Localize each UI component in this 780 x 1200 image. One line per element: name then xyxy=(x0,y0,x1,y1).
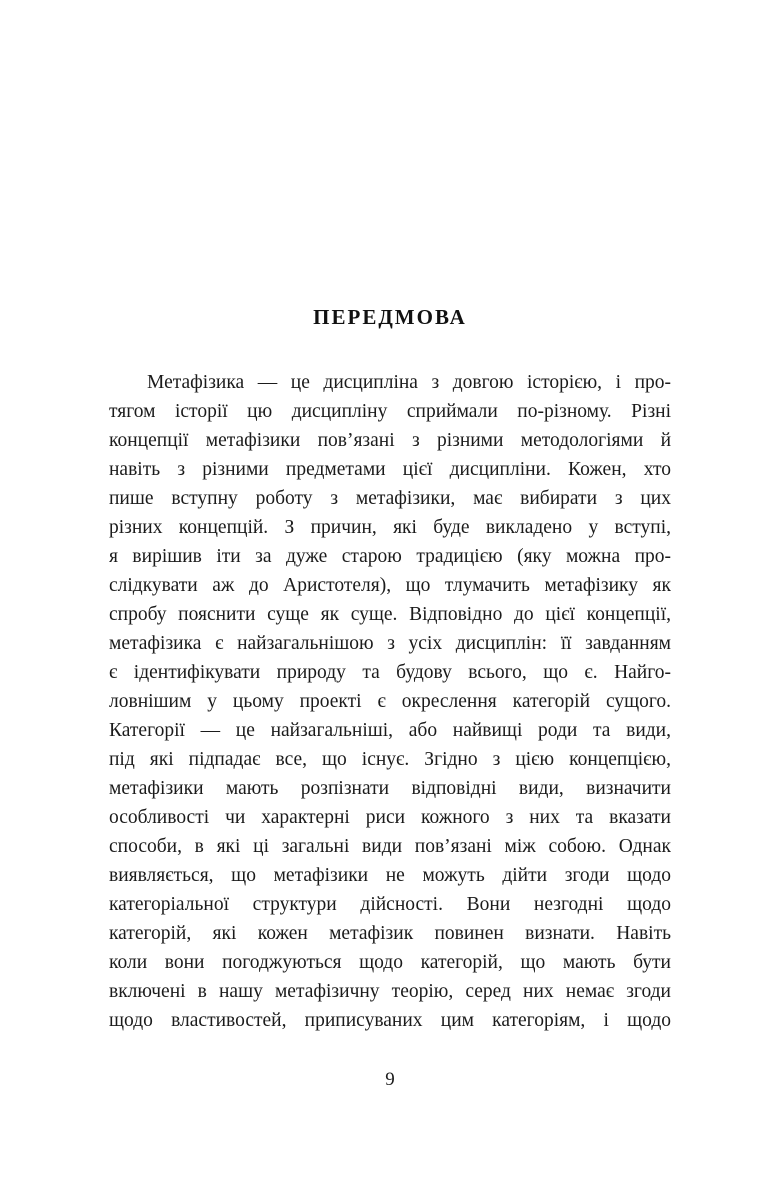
text-line: метафізики мають розпізнати відповідні види, визначити xyxy=(109,778,671,799)
text-line: щодо властивостей, приписуваних цим категоріям, і щодо xyxy=(109,1010,671,1031)
text-line: є ідентифікувати природу та будову всього, що є. Найго- xyxy=(109,662,671,683)
text-line: під які підпадає все, що існує. Згідно з цією концепцією, xyxy=(109,749,671,770)
text-line: тягом історії цю дисципліну сприймали по-різному. Різні xyxy=(109,401,671,422)
text-line: категоріальної структури дійсності. Вони незгодні щодо xyxy=(109,894,671,915)
text-line: виявляється, що метафізики не можуть дійти згоди щодо xyxy=(109,865,671,886)
text-line: способи, в які ці загальні види пов’язані між собою. Однак xyxy=(109,836,671,857)
text-line: Метафізика — це дисципліна з довгою історією, і про- xyxy=(147,372,671,393)
text-line: включені в нашу метафізичну теорію, серед них немає згоди xyxy=(109,981,671,1002)
page-number: 9 xyxy=(385,1069,395,1090)
text-line: метафізика є найзагальнішою з усіх дисциплін: її завданням xyxy=(109,633,671,654)
body-text xyxy=(109,368,671,1035)
text-line: Категорії — це найзагальніші, або найвищі роди та види, xyxy=(109,720,671,741)
text-line: концепції метафізики пов’язані з різними методологіями й xyxy=(109,430,671,451)
text-line: я вирішив іти за дуже старою традицією (яку можна про- xyxy=(109,546,671,567)
text-line: категорій, які кожен метафізик повинен визнати. Навіть xyxy=(109,923,671,944)
text-line: коли вони погоджуються щодо категорій, що мають бути xyxy=(109,952,671,973)
text-line: спробу пояснити суще як суще. Відповідно до цієї концепції, xyxy=(109,604,671,625)
chapter-title: ПЕРЕДМОВА xyxy=(313,305,467,329)
text-line: навіть з різними предметами цієї дисципліни. Кожен, хто xyxy=(109,459,671,480)
text-line: особливості чи характерні риси кожного з них та вказати xyxy=(109,807,671,828)
text-line: ловнішим у цьому проекті є окреслення категорій сущого. xyxy=(109,691,671,712)
text-line: пише вступну роботу з метафізики, має вибирати з цих xyxy=(109,488,671,509)
text-line: різних концепцій. З причин, які буде викладено у вступі, xyxy=(109,517,671,538)
text-line: слідкувати аж до Аристотеля), що тлумачить метафізику як xyxy=(109,575,671,596)
